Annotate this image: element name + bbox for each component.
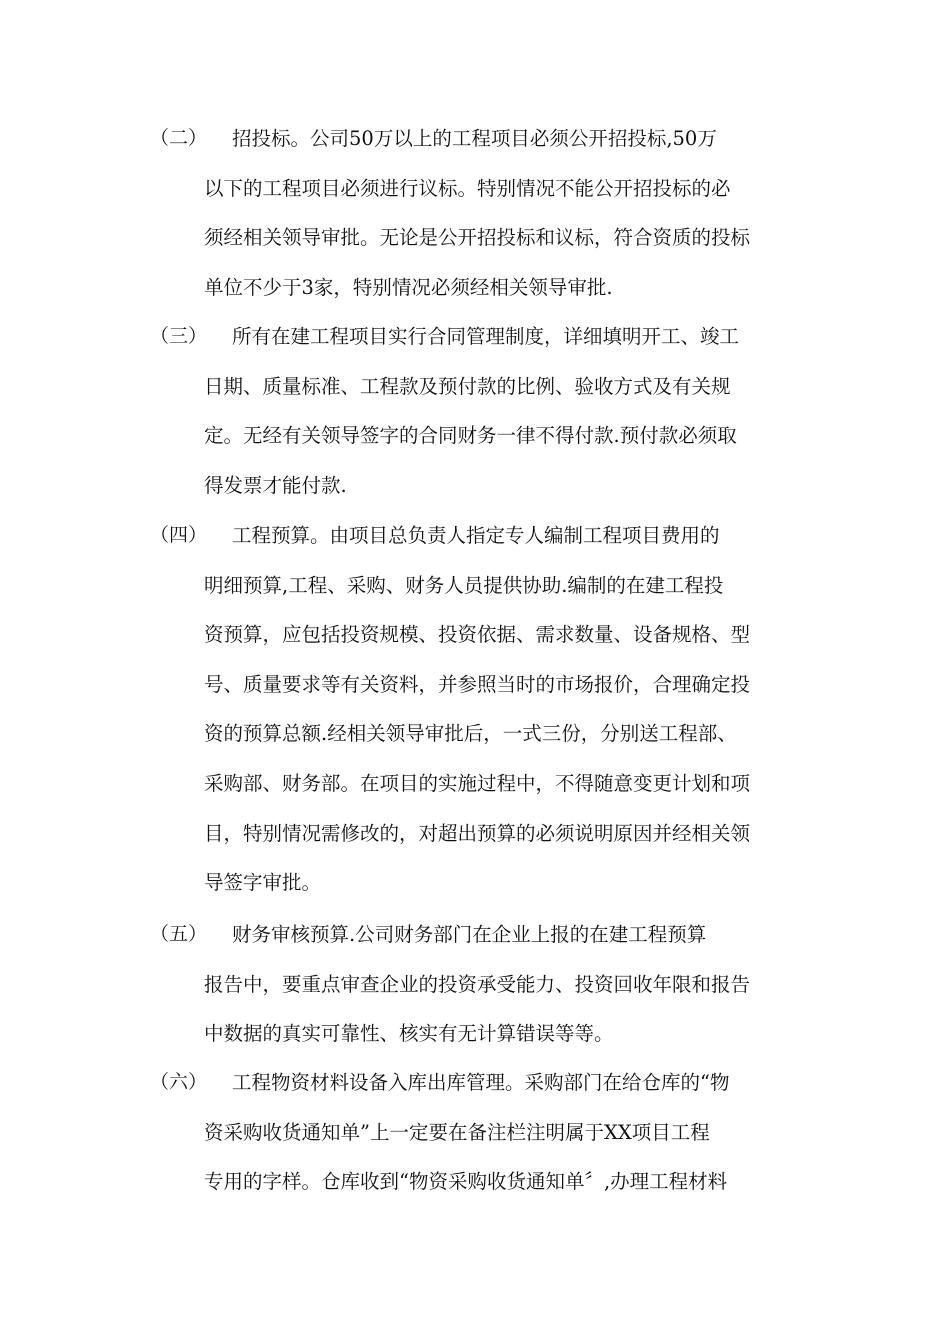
clause-6-line-3: 专用的字样。仓库收到“物资采购收货通知单〞,办理工程材料 (204, 1170, 728, 1194)
clause-6-line-1: 工程物资材料设备入库出库管理。采购部门在给仓库的“物 (232, 1071, 730, 1094)
clause-2-number: （二） (150, 127, 208, 149)
clause-4-line-2: 明细预算,工程、采购、财务人员提供协助.编制的在建工程投 (204, 573, 724, 597)
clause-6-line-2: 资采购收货通知单”上一定要在备注栏注明属于XX项目工程 (204, 1120, 710, 1144)
clause-5-line-2: 报告中，要重点审查企业的投资承受能力、投资回收年限和报告 (204, 972, 751, 996)
clause-6-number: （六） (150, 1071, 208, 1093)
clause-4-line-4: 号、质量要求等有关资料，并参照当时的市场报价，合理确定投 (204, 672, 751, 696)
clause-5-line-1: 财务审核预算.公司财务部门在企业上报的在建工程预算 (232, 923, 707, 946)
clause-2-line-4: 单位不少于3家，特别情况必须经相关领导审批. (204, 275, 613, 299)
clause-5-number: （五） (150, 923, 208, 945)
clause-3-line-3: 定。无经有关领导签字的合同财务一律不得付款.预付款必须取 (204, 424, 737, 448)
clause-4-line-3: 资预算，应包括投资规模、投资依据、需求数量、设备规格、型 (204, 623, 751, 647)
clause-2-line-3: 须经相关领导审批。无论是公开招投标和议标，符合资质的投标 (204, 226, 751, 250)
clause-4-line-5: 资的预算总额.经相关领导审批后，一式三份，分别送工程部、 (204, 722, 737, 746)
clause-4-line-8: 导签字审批。 (204, 871, 322, 895)
clause-2-line-2: 以下的工程项目必须进行议标。特别情况不能公开招投标的必 (204, 176, 731, 200)
clause-3-line-1: 所有在建工程项目实行合同管理制度，详细填明开工、竣工 (232, 325, 740, 348)
clause-3-number: （三） (150, 325, 208, 347)
clause-4-line-6: 采购部、财务部。在项目的实施过程中，不得随意变更计划和项 (204, 772, 751, 795)
clause-3-line-4: 得发票才能付款. (204, 473, 347, 497)
clause-4-number: （四） (150, 524, 208, 546)
clause-4-line-7: 目，特别情况需修改的，对超出预算的必须说明原因并经相关领 (204, 821, 751, 845)
clause-3-line-2: 日期、质量标准、工程款及预付款的比例、验收方式及有关规 (204, 374, 731, 398)
clause-4-line-1: 工程预算。由项目总负责人指定专人编制工程项目费用的 (232, 524, 720, 547)
clause-2-line-1: 招投标。公司50万以上的工程项目必须公开招投标,50万 (232, 127, 717, 150)
clause-5-line-3: 中数据的真实可靠性、核实有无计算错误等等。 (204, 1022, 614, 1046)
